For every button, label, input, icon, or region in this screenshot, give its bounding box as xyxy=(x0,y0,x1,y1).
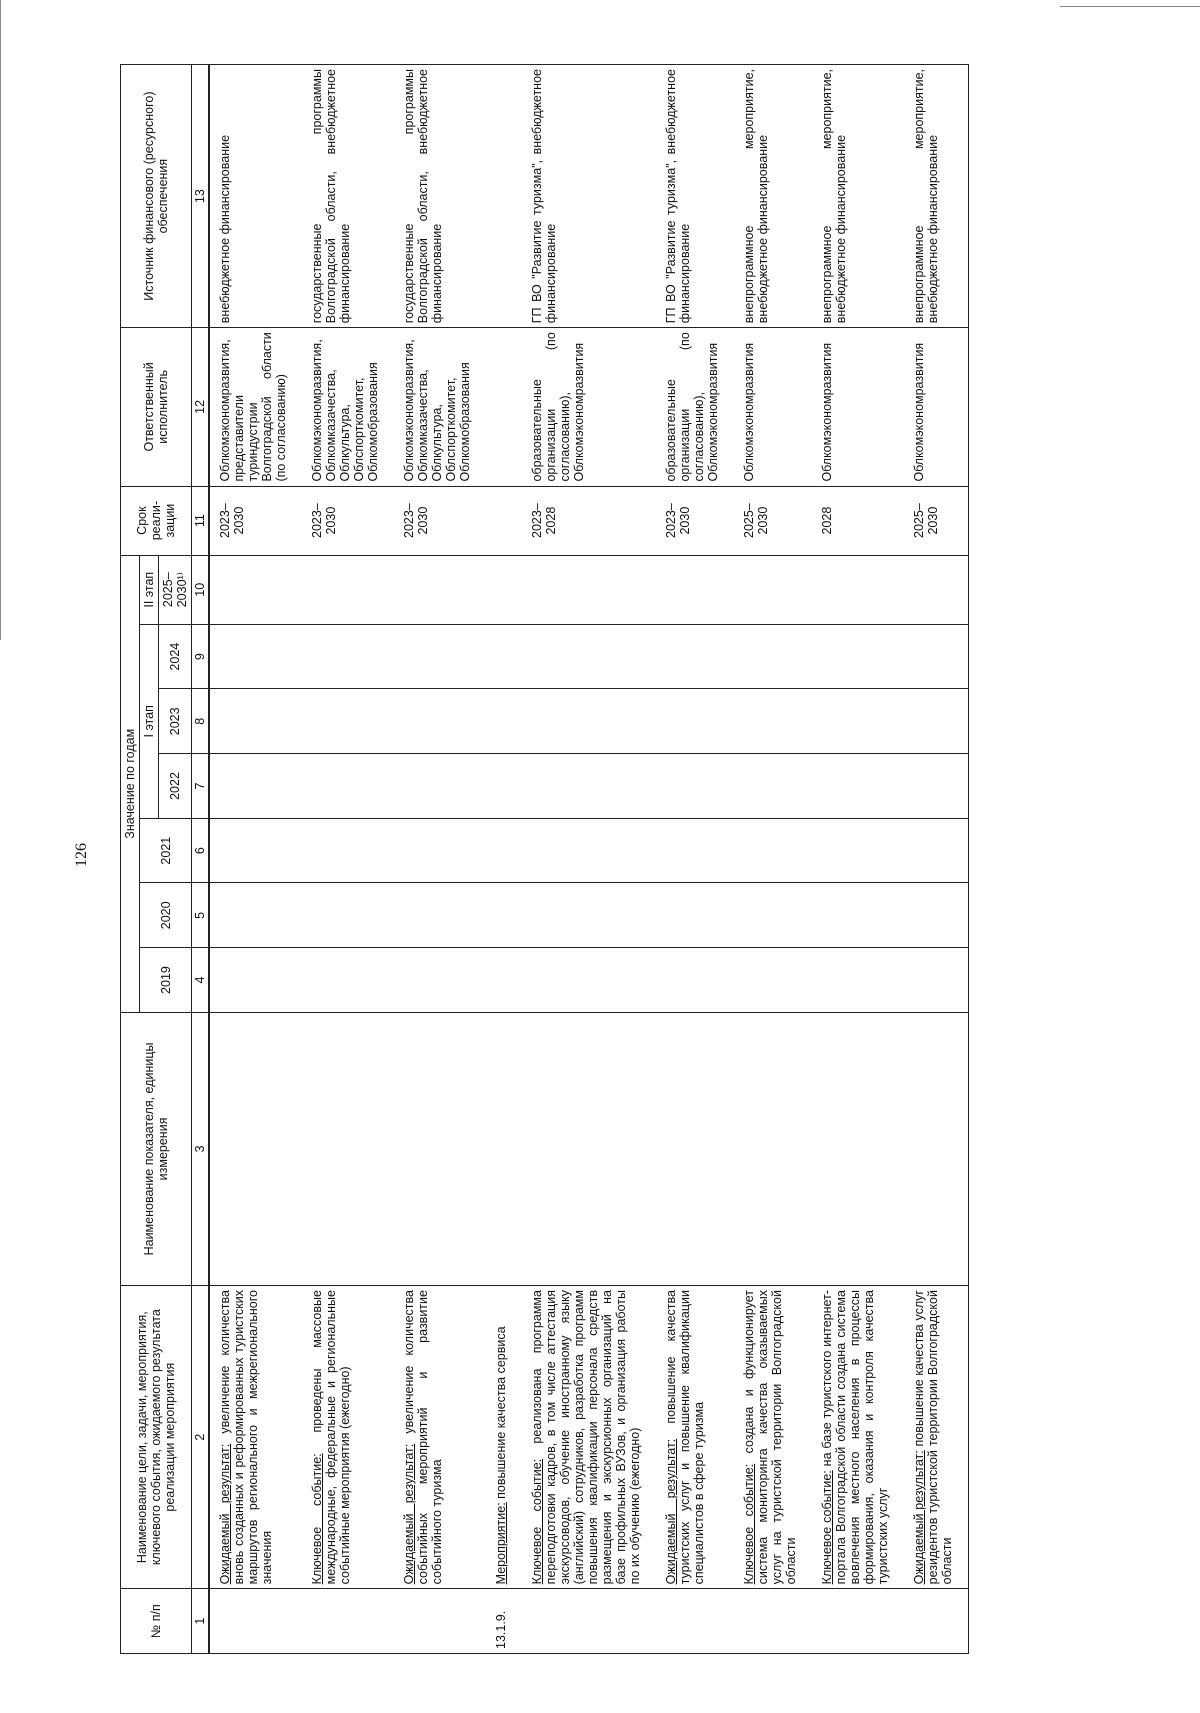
header-2020: 2020 xyxy=(140,883,192,948)
cell-source: внебюджетное финансирование xyxy=(209,65,302,328)
cell-year xyxy=(812,818,904,883)
cell-term: 2028 xyxy=(812,486,904,555)
table-row xyxy=(302,65,394,1654)
col-number: 7 xyxy=(192,754,210,819)
col-number: 6 xyxy=(192,818,210,883)
cell-num xyxy=(904,1589,969,1654)
cell-text: увеличение количества вновь созданных и реформированных туристских маршрутов регионального и межрегионального значения xyxy=(218,1290,274,1585)
cell-term xyxy=(486,486,522,555)
cell-year xyxy=(734,948,812,1013)
column-numbers-row xyxy=(192,65,210,1654)
scan-edge-line-left xyxy=(0,0,1,640)
cell-year xyxy=(522,818,656,883)
cell-year xyxy=(656,754,734,819)
cell-year xyxy=(734,624,812,689)
header-name: Наименование цели, задачи, мероприятия, ключевого события, ожидаемого результата реализации мероприятия xyxy=(121,1286,192,1589)
cell-name xyxy=(812,1286,904,1589)
cell-keyword: Ключевое событие: xyxy=(742,1463,756,1585)
cell-year xyxy=(656,555,734,624)
cell-source: внепрограммное мероприятие, внебюджетное финансирование xyxy=(734,65,812,328)
table-row xyxy=(734,65,812,1654)
cell-term: 2025–2030 xyxy=(904,486,969,555)
cell-year xyxy=(904,555,969,624)
cell-year xyxy=(209,883,302,948)
cell-num xyxy=(734,1589,812,1654)
header-source: Источник финансового (ресурсного) обеспечения xyxy=(121,65,192,328)
cell-num xyxy=(812,1589,904,1654)
cell-year xyxy=(302,555,394,624)
col-number: 3 xyxy=(192,1012,210,1285)
header-term: Срок реали-зации xyxy=(121,486,192,555)
cell-text: создана и функционирует система мониторинга качества оказываемых услуг на туристской территории Волгоградской области xyxy=(742,1290,798,1585)
cell-year xyxy=(734,754,812,819)
cell-keyword: Ожидаемый результат: xyxy=(402,1443,416,1585)
cell-year xyxy=(656,689,734,754)
cell-num xyxy=(209,1589,302,1654)
col-number: 11 xyxy=(192,486,210,555)
table-row xyxy=(904,65,969,1654)
cell-name xyxy=(734,1286,812,1589)
table-header xyxy=(121,65,210,1654)
cell-text: повышение качества сервиса xyxy=(494,1326,508,1503)
header-stage1: I этап xyxy=(140,624,159,818)
cell-year xyxy=(904,818,969,883)
cell-term: 2023–2030 xyxy=(209,486,302,555)
cell-keyword: Ожидаемый результат: xyxy=(664,1438,678,1585)
page-number: 126 xyxy=(73,843,90,867)
cell-text: реализована программа переподготовки кадров, в том числе аттестация экскурсоводов, обучение иностранному языку (английский) сотрудников, разработка программ повышения квалификации персонала средств размещения и экскурсионных организаций на базе профильных ВУЗов, и организация работы по их обучению (ежегодно) xyxy=(530,1290,642,1585)
cell-year xyxy=(522,555,656,624)
cell-year xyxy=(656,624,734,689)
cell-indicator xyxy=(522,1012,656,1285)
cell-year xyxy=(522,754,656,819)
rotated-page xyxy=(120,64,1120,1654)
col-number: 1 xyxy=(192,1589,210,1654)
cell-responsible: образовательные организации (по согласованию), Облкомэкономразвития xyxy=(656,328,734,486)
cell-source: внепрограммное мероприятие, внебюджетное финансирование xyxy=(812,65,904,328)
cell-year xyxy=(209,818,302,883)
header-stage2: II этап xyxy=(140,555,159,624)
cell-text: на базе туристского интернет-портала Волгоградской области создана система вовлечения местного населения в процессы формирования, оказания и контроля качества туристских услуг xyxy=(820,1290,890,1585)
cell-term: 2023–2028 xyxy=(522,486,656,555)
header-2025-2030: 2025–2030¹⁾ xyxy=(159,555,192,624)
program-table xyxy=(120,64,969,1654)
cell-year xyxy=(302,948,394,1013)
cell-num xyxy=(656,1589,734,1654)
cell-source: государственные программы Волгоградской области, внебюджетное финансирование xyxy=(302,65,394,328)
cell-year xyxy=(394,948,486,1013)
cell-year xyxy=(302,818,394,883)
cell-source xyxy=(486,65,522,328)
cell-responsible: Облкомэкономразвития, Облкомказачества, Облкультура, Облспорткомитет, Облкомобразования xyxy=(394,328,486,486)
cell-year xyxy=(486,883,522,948)
col-number: 13 xyxy=(192,65,210,328)
cell-responsible: Облкомэкономразвития xyxy=(904,328,969,486)
cell-keyword: Ключевое событие: xyxy=(530,1458,544,1585)
cell-responsible: образовательные организации (по согласованию), Облкомэкономразвития xyxy=(522,328,656,486)
cell-year xyxy=(302,689,394,754)
cell-text: проведены массовые международные, федеральные и региональные событийные мероприятия (ежегодно) xyxy=(310,1290,352,1585)
scan-edge-line xyxy=(1060,6,1200,7)
cell-year xyxy=(302,754,394,819)
cell-responsible xyxy=(486,328,522,486)
cell-year xyxy=(486,689,522,754)
table-row xyxy=(486,65,522,1654)
cell-year xyxy=(302,883,394,948)
col-number: 12 xyxy=(192,328,210,486)
table-row xyxy=(812,65,904,1654)
cell-year xyxy=(209,948,302,1013)
cell-term: 2023–2030 xyxy=(302,486,394,555)
cell-num xyxy=(522,1589,656,1654)
col-number: 9 xyxy=(192,624,210,689)
cell-num xyxy=(394,1589,486,1654)
cell-year xyxy=(394,818,486,883)
cell-indicator xyxy=(302,1012,394,1285)
cell-year xyxy=(209,555,302,624)
header-responsible: Ответственный исполнитель xyxy=(121,328,192,486)
cell-year xyxy=(812,555,904,624)
cell-year xyxy=(486,754,522,819)
col-number: 8 xyxy=(192,689,210,754)
col-number: 4 xyxy=(192,948,210,1013)
cell-indicator xyxy=(486,1012,522,1285)
header-no: № п/п xyxy=(121,1589,192,1654)
cell-keyword: Ожидаемый результат: xyxy=(912,1450,926,1585)
cell-term: 2023–2030 xyxy=(394,486,486,555)
header-2021: 2021 xyxy=(140,818,192,883)
cell-indicator xyxy=(394,1012,486,1285)
table-body xyxy=(209,65,969,1654)
cell-keyword: Мероприятие: xyxy=(494,1502,508,1585)
cell-indicator xyxy=(209,1012,302,1285)
cell-name xyxy=(394,1286,486,1589)
cell-name xyxy=(302,1286,394,1589)
cell-term: 2023–2030 xyxy=(656,486,734,555)
cell-indicator xyxy=(812,1012,904,1285)
table-row xyxy=(656,65,734,1654)
cell-responsible: Облкомэкономразвития xyxy=(734,328,812,486)
col-number: 10 xyxy=(192,555,210,624)
cell-text: повышение качества туристских услуг и повышение квалификации специалистов в сфере туризма xyxy=(664,1290,706,1585)
header-values-group: Значение по годам xyxy=(121,555,140,1012)
cell-year xyxy=(812,689,904,754)
header-2024: 2024 xyxy=(159,624,192,689)
cell-year xyxy=(904,689,969,754)
header-indicator: Наименование показателя, единицы измерения xyxy=(121,1012,192,1285)
cell-year xyxy=(812,883,904,948)
cell-name xyxy=(486,1286,522,1589)
cell-year xyxy=(656,818,734,883)
cell-year xyxy=(522,883,656,948)
cell-year xyxy=(394,883,486,948)
cell-year xyxy=(486,948,522,1013)
cell-source: государственные программы Волгоградской области, внебюджетное финансирование xyxy=(394,65,486,328)
cell-year xyxy=(734,818,812,883)
header-2019: 2019 xyxy=(140,948,192,1013)
cell-responsible: Облкомэкономразвития xyxy=(812,328,904,486)
cell-term: 2025–2030 xyxy=(734,486,812,555)
cell-indicator xyxy=(656,1012,734,1285)
cell-year xyxy=(522,689,656,754)
cell-year xyxy=(904,754,969,819)
cell-year xyxy=(209,624,302,689)
cell-year xyxy=(904,948,969,1013)
cell-keyword: Ключевое событие: xyxy=(310,1453,324,1585)
cell-name xyxy=(904,1286,969,1589)
header-2022: 2022 xyxy=(159,754,192,819)
cell-source: внепрограммное мероприятие, внебюджетное финансирование xyxy=(904,65,969,328)
cell-year xyxy=(394,624,486,689)
cell-source: ГП ВО "Развитие туризма", внебюджетное финансирование xyxy=(656,65,734,328)
table-row xyxy=(209,65,302,1654)
cell-year xyxy=(812,948,904,1013)
cell-year xyxy=(522,624,656,689)
cell-year xyxy=(522,948,656,1013)
cell-year xyxy=(812,624,904,689)
cell-year xyxy=(209,689,302,754)
cell-keyword: Ключевое событие: xyxy=(820,1470,834,1585)
cell-name xyxy=(656,1286,734,1589)
cell-year xyxy=(656,948,734,1013)
cell-source: ГП ВО "Развитие туризма", внебюджетное финансирование xyxy=(522,65,656,328)
cell-year xyxy=(734,555,812,624)
cell-indicator xyxy=(904,1012,969,1285)
cell-year xyxy=(394,689,486,754)
col-number: 5 xyxy=(192,883,210,948)
cell-year xyxy=(394,754,486,819)
cell-year xyxy=(734,883,812,948)
cell-indicator xyxy=(734,1012,812,1285)
cell-year xyxy=(904,624,969,689)
cell-num: 13.1.9. xyxy=(486,1589,522,1654)
cell-name xyxy=(209,1286,302,1589)
cell-year xyxy=(302,624,394,689)
cell-year xyxy=(486,555,522,624)
col-number: 2 xyxy=(192,1286,210,1589)
cell-text: повышение качества услуг резидентов туристской территории Волгоградской области xyxy=(912,1290,954,1585)
table-row xyxy=(522,65,656,1654)
cell-responsible: Облкомэкономразвития, представители туриндустрии Волгоградской области (по согласованию) xyxy=(209,328,302,486)
cell-name xyxy=(522,1286,656,1589)
cell-responsible: Облкомэкономразвития, Облкомказачества, Облкультура, Облспорткомитет, Облкомобразования xyxy=(302,328,394,486)
cell-year xyxy=(904,883,969,948)
cell-year xyxy=(734,689,812,754)
cell-year xyxy=(812,754,904,819)
cell-text: увеличение количества событийных мероприятий и развитие событийного туризма xyxy=(402,1290,444,1585)
table-row xyxy=(394,65,486,1654)
cell-year xyxy=(209,754,302,819)
cell-year xyxy=(486,818,522,883)
cell-year xyxy=(656,883,734,948)
cell-year xyxy=(486,624,522,689)
header-2023: 2023 xyxy=(159,689,192,754)
cell-year xyxy=(394,555,486,624)
cell-keyword: Ожидаемый результат: xyxy=(218,1443,232,1585)
cell-num xyxy=(302,1589,394,1654)
